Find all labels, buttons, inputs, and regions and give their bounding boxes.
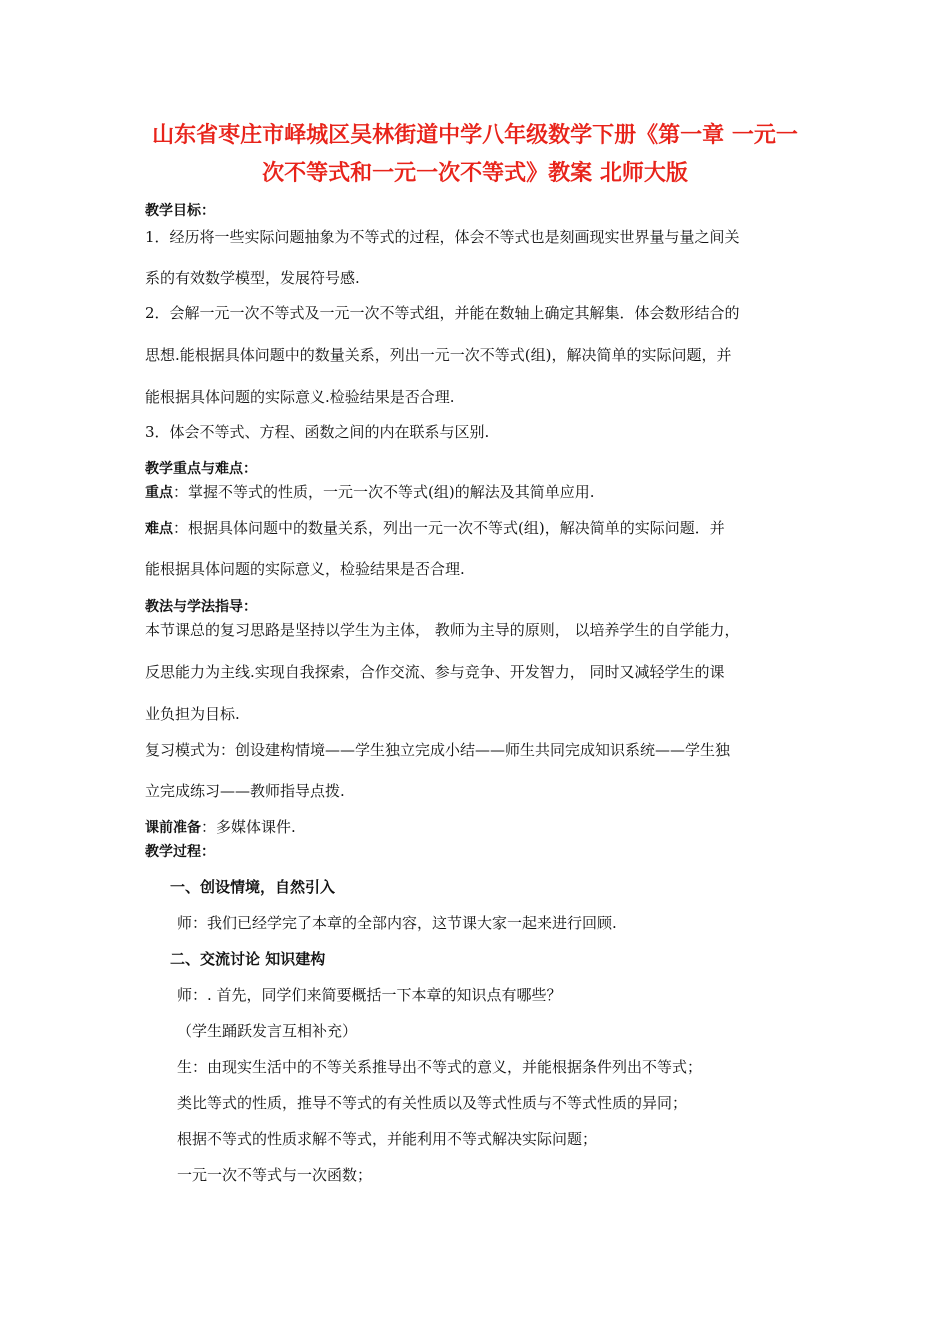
preparation-text: ：多媒体课件.	[201, 818, 296, 836]
methods-line-5: 立完成练习——教师指导点拨.	[145, 782, 345, 800]
section-2-line-1: 师：. 首先，同学们来简要概括一下本章的知识点有哪些？	[177, 986, 562, 1004]
focus-text: ：掌握不等式的性质，一元一次不等式(组)的解法及其简单应用.	[173, 483, 595, 501]
section-1-line-1: 师：我们已经学完了本章的全部内容，这节课大家一起来进行回顾.	[177, 914, 617, 932]
focus-label: 重点	[145, 485, 173, 501]
objectives-line-1: 1．经历将一些实际问题抽象为不等式的过程，体会不等式也是刻画现实世界量与量之间关	[145, 228, 740, 246]
objectives-heading: 教学目标：	[145, 203, 215, 219]
document-title-line-2: 次不等式和一元一次不等式》教案 北师大版	[262, 161, 688, 186]
objectives-line-5: 能根据具体问题的实际意义.检验结果是否合理.	[145, 388, 455, 406]
preparation-label: 课前准备	[145, 820, 201, 836]
objectives-line-2: 系的有效数学模型，发展符号感.	[145, 269, 360, 287]
difficulty-text: ：根据具体问题中的数量关系，列出一元一次不等式(组)，解决简单的实际问题．并	[173, 519, 725, 537]
document-title-line-1: 山东省枣庄市峄城区吴林街道中学八年级数学下册《第一章 一元一	[152, 123, 798, 148]
section-2-line-6: 一元一次不等式与一次函数；	[177, 1166, 373, 1184]
methods-heading: 教法与学法指导：	[145, 599, 257, 615]
section-1-heading: 一、创设情境，自然引入	[170, 878, 336, 896]
section-2-line-2: （学生踊跃发言互相补充）	[177, 1022, 358, 1040]
methods-line-2: 反思能力为主线.实现自我探索，合作交流、参与竞争、开发智力， 同时又减轻学生的课	[145, 663, 725, 681]
objectives-line-3: 2．会解一元一次不等式及一元一次不等式组，并能在数轴上确定其解集．体会数形结合的	[145, 304, 740, 322]
section-2-heading: 二、交流讨论 知识建构	[170, 950, 326, 968]
difficulty-label: 难点	[145, 521, 173, 537]
key-points-heading: 教学重点与难点：	[145, 461, 257, 477]
objectives-line-4: 思想.能根据具体问题中的数量关系，列出一元一次不等式(组)，解决简单的实际问题，并	[145, 346, 732, 364]
difficulty-line	[145, 517, 725, 540]
preparation-line	[145, 816, 296, 839]
focus-line	[145, 481, 594, 504]
objectives-line-6: 3．体会不等式、方程、函数之间的内在联系与区别.	[145, 423, 490, 441]
section-2-line-5: 根据不等式的性质求解不等式，并能利用不等式解决实际问题；	[177, 1130, 598, 1148]
process-heading: 教学过程：	[145, 844, 215, 860]
methods-line-1: 本节课总的复习思路是坚持以学生为主体， 教师为主导的原则， 以培养学生的自学能力，	[145, 621, 740, 639]
methods-line-3: 业负担为目标.	[145, 705, 240, 723]
methods-line-4: 复习模式为：创设建构情境——学生独立完成小结——师生共同完成知识系统——学生独	[145, 741, 731, 759]
difficulty-continuation: 能根据具体问题的实际意义，检验结果是否合理.	[145, 560, 465, 578]
section-2-line-3: 生：由现实生活中的不等关系推导出不等式的意义，并能根据条件列出不等式；	[177, 1058, 703, 1076]
section-2-line-4: 类比等式的性质，推导不等式的有关性质以及等式性质与不等式性质的异同；	[177, 1094, 688, 1112]
